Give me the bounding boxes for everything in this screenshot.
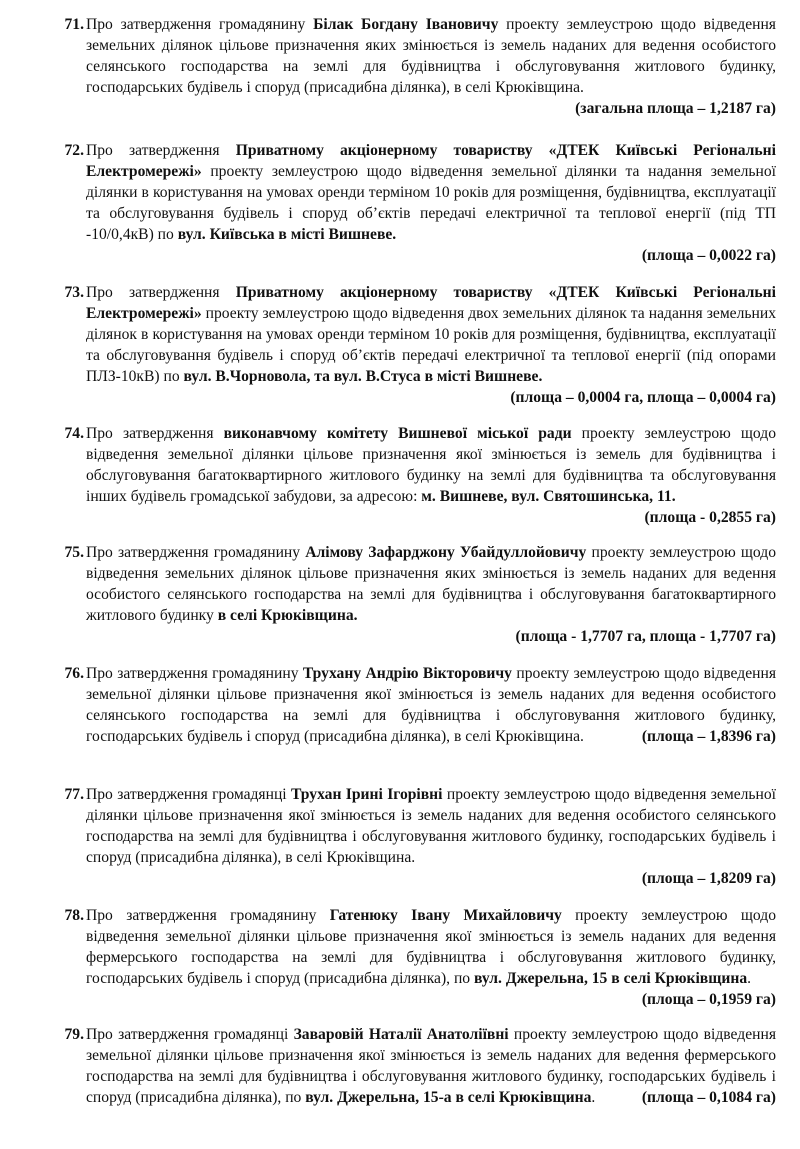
item-text [86, 140, 776, 266]
item-text-plain: проекту землеустрою щодо відведення земельної ділянки та надання земельної ділянки в користування на умовах оренди терміном 10 років для розміщення, будівництва, експлуатації та обслуговування будівель і споруд об’єктів передачі електричної та теплової енергії (під ТП -10/0,4кВ) по [86, 163, 776, 243]
list-item [0, 905, 800, 1010]
item-text [86, 663, 776, 747]
item-text [86, 14, 776, 117]
item-number: 75. [64, 544, 84, 561]
item-area: (площа - 1,7707 га, площа - 1,7707 га) [515, 628, 776, 645]
item-number: 74. [64, 425, 84, 442]
item-text-plain: проекту землеустрою щодо відведення земельної ділянки цільове призначення якої змінюється із земель наданих для ведення фермерського господарства на землі для будівництва і обслуговування житлового будинку, господарських будівель і споруд (присадибна ділянка), по [86, 1026, 776, 1106]
item-text-bold: м. Вишневе, вул. Святошинська, 11. [421, 488, 676, 505]
item-text-plain: проекту землеустрою щодо відведення земельних ділянок цільове призначення яких змінюється із земель наданих для ведення особистого селянського господарства на землі для будівництва і обслуговування житлового будинку, господарських будівель і споруд (присадибна ділянка), в селі Крюківщина. [86, 16, 776, 96]
item-number: 76. [64, 665, 84, 682]
item-area: (площа – 0,1084 га) [641, 1089, 776, 1106]
item-number: 72. [64, 142, 84, 159]
item-text-plain: проекту землеустрою щодо відведення земельної ділянки цільове призначення якої змінюється із земель наданих для ведення особистого селянського господарства на землі для будівництва і обслуговування житлового будинку, господарських будівель і споруд (присадибна ділянка), в селі Крюківщина. [86, 665, 776, 745]
item-text-bold: в селі Крюківщина. [217, 607, 358, 624]
item-text-plain: Про затвердження [86, 425, 224, 442]
item-number: 71. [64, 16, 84, 33]
item-text-plain: Про затвердження громадянину [86, 16, 314, 33]
list-item [0, 542, 800, 647]
item-area: (площа – 0,0022 га) [641, 247, 776, 264]
item-text-plain: проекту землеустрою щодо відведення земельної ділянки цільове призначення якої змінюється із земель для будівництва і обслуговування багатоквартирного житлового будинку на землі для будівництва та обслуговування інших будівель громадської забудови, за адресою: [86, 425, 776, 505]
item-area: (площа – 1,8396 га) [641, 728, 776, 745]
list-item [0, 784, 800, 889]
item-text [86, 542, 776, 647]
item-text-bold: Трухан Ірині Ігорівні [291, 786, 443, 803]
item-text-bold: вул. Джерельна, 15-а в селі Крюківщина [305, 1089, 592, 1106]
item-text [86, 1024, 776, 1108]
item-text-plain: Про затвердження [86, 142, 236, 159]
item-area: (площа – 0,0004 га, площа – 0,0004 га) [510, 389, 776, 406]
item-number: 73. [64, 284, 84, 301]
list-item [0, 140, 800, 266]
item-number: 79. [64, 1026, 84, 1043]
item-text-plain: Про затвердження громадянину [86, 665, 303, 682]
item-area: (площа – 1,8209 га) [641, 870, 776, 887]
item-text [86, 282, 776, 406]
item-text [86, 423, 776, 526]
list-item [0, 14, 800, 119]
item-text-plain: Про затвердження громадянці [86, 786, 291, 803]
item-text-plain: проекту землеустрою щодо відведення земельних ділянок цільове призначення яких змінюється із земель наданих для ведення особистого селянського господарства на землі для будівництва і обслуговування багатоквартирного житлового будинку [86, 544, 776, 624]
list-item [0, 282, 800, 408]
item-area: (загальна площа – 1,2187 га) [575, 100, 776, 117]
item-text-bold: Алімову Зафарджону Убайдуллойовичу [305, 544, 587, 561]
item-text-plain: . [591, 1089, 596, 1106]
item-text-bold: Гатенюку Івану Михайловичу [329, 907, 562, 924]
item-text-plain: проекту землеустрою щодо відведення земельної ділянки цільове призначення якої змінюється із земель наданих для ведення фермерського господарства на землі для будівництва і обслуговування житлового будинку, господарських будівель і споруд (присадибна ділянка), по [86, 907, 776, 987]
item-text-bold: Заваровій Наталії Анатоліївні [293, 1026, 509, 1043]
item-text-bold: виконавчому комітету Вишневої міської ради [223, 425, 572, 442]
item-number: 77. [64, 786, 84, 803]
item-text-bold: вул. Київська в місті Вишневе. [177, 226, 397, 243]
item-number: 78. [64, 907, 84, 924]
item-text-bold: Приватному акціонерному товариству «ДТЕК Київські Регіональні Електромережі» [86, 142, 776, 180]
item-text-bold: Білак Богдану Івановичу [313, 16, 499, 33]
item-text-plain: Про затвердження громадянину [86, 907, 330, 924]
item-text-plain: проекту землеустрою щодо відведення двох земельних ділянок та надання земельних ділянок в користування на умовах оренди терміном 10 років для розміщення, будівництва, експлуатації та обслуговування будівель і споруд об’єктів передачі електричної та теплової енергії (під опорами ПЛЗ-10кВ) по [86, 305, 776, 385]
item-text-bold: вул. Джерельна, 15 в селі Крюківщина [474, 970, 748, 987]
list-item [0, 423, 800, 528]
item-text-plain: Про затвердження [86, 284, 236, 301]
item-text-plain: проекту землеустрою щодо відведення земельної ділянки цільове призначення якої змінюється із земель наданих для ведення особистого селянського господарства на землі для будівництва і обслуговування житлового будинку, господарських будівель і споруд (присадибна ділянка), в селі Крюківщина. [86, 786, 776, 866]
item-text-plain: . [747, 970, 752, 987]
item-text [86, 905, 776, 1008]
list-item [0, 1024, 800, 1108]
item-text-bold: Приватному акціонерному товариству «ДТЕК Київські Регіональні Електромережі» [86, 284, 776, 322]
item-text-plain: Про затвердження громадянину [86, 544, 306, 561]
item-text-bold: вул. В.Чорновола, та вул. В.Стуса в місті Вишневе. [183, 368, 543, 385]
item-text-plain: Про затвердження громадянці [86, 1026, 294, 1043]
item-text-bold: Трухану Андрію Вікторовичу [302, 665, 512, 682]
item-text [86, 784, 776, 889]
list-item [0, 663, 800, 747]
item-area: (площа - 0,2855 га) [644, 509, 776, 526]
item-area: (площа – 0,1959 га) [641, 991, 776, 1008]
